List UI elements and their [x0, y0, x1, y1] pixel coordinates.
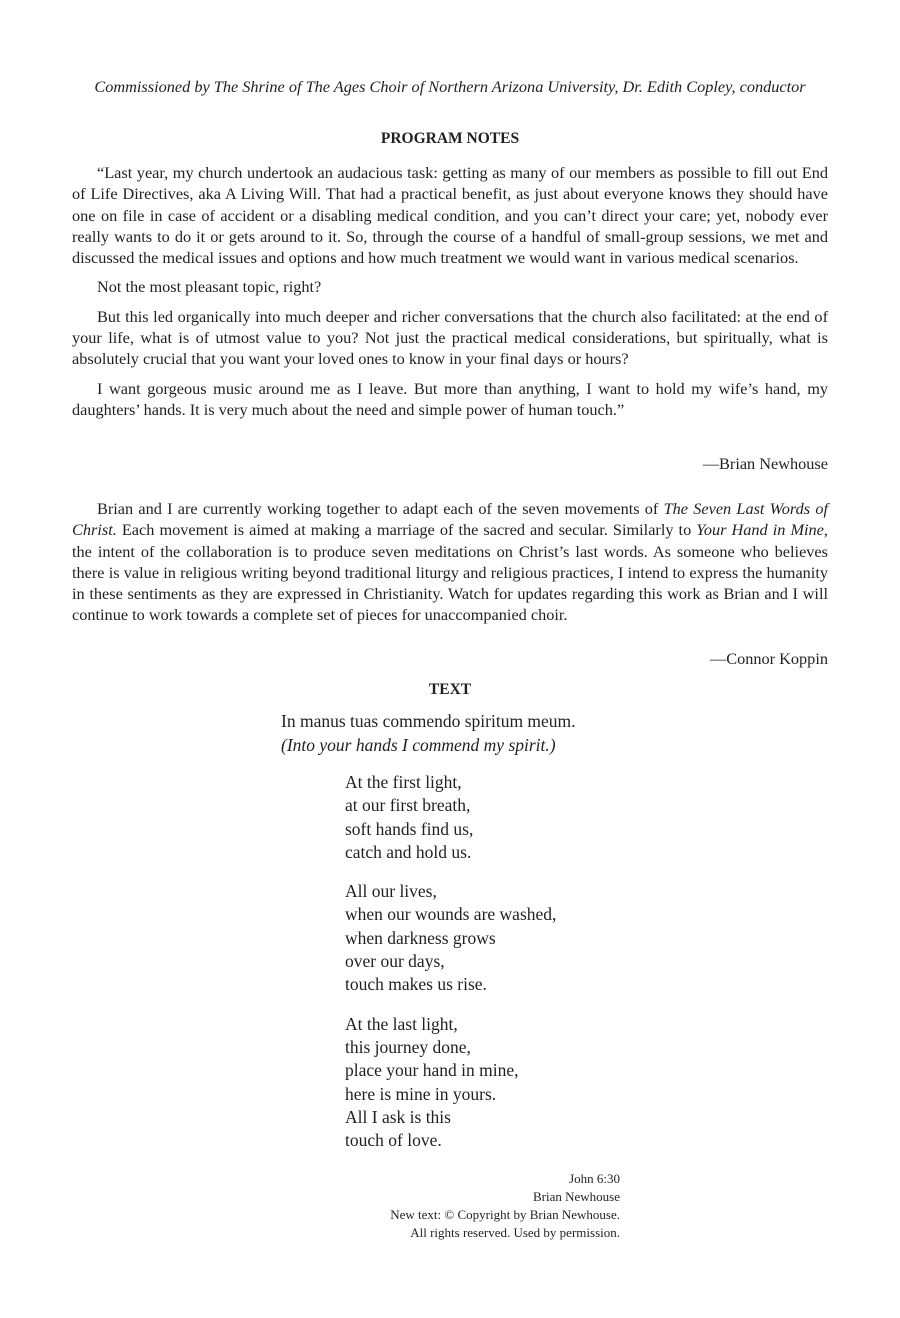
program-notes-heading: PROGRAM NOTES: [380, 130, 520, 147]
notes-paragraph: “Last year, my church undertook an audacious task: getting as many of our members as possible to fill out End of Life Directives, aka A Living Will. That had a practical benefit, as just about everyone knows they should have one on file in case of accident or a disabling medical condition, and you can’t direct your care; yet, nobody ever really wants to do it or gets around to it. So, through the course of a handful of small-group sessions, we met and discussed the medical issues and options and how much treatment we would want in various medical scenarios.: [72, 163, 828, 268]
poem-line: touch makes us rise.: [345, 974, 487, 995]
poem: [345, 771, 556, 1168]
poem-line: over our days,: [345, 951, 445, 972]
notes-attribution: —Brian Newhouse: [702, 454, 828, 473]
poem-line: At the last light,: [345, 1013, 458, 1034]
text-credits: [320, 1170, 620, 1242]
notes-paragraph: But this led organically into much deeper and richer conversations that the church also facilitated: at the end of your life, what is of utmost value to you? Not just the practical medical considerations, but spiritually, what is absolutely crucial that you want your loved ones to know in your final days or hours?: [72, 306, 828, 369]
rights-notice: All rights reserved. Used by permission.: [410, 1225, 620, 1240]
collab-text: Each movement is aimed at making a marriage of the sacred and secular. Similarly to: [116, 520, 697, 540]
copyright-notice: New text: © Copyright by Brian Newhouse.: [390, 1207, 620, 1222]
stanza: [345, 880, 556, 996]
text-author: Brian Newhouse: [532, 1189, 620, 1204]
poem-line: at our first breath,: [345, 795, 471, 816]
notes-paragraph: Not the most pleasant topic, right?: [97, 277, 322, 297]
poem-line: when darkness grows: [345, 927, 496, 948]
collaboration-attribution: —Connor Koppin: [709, 649, 828, 668]
collaboration-paragraph: [72, 498, 828, 626]
poem-line: when our wounds are washed,: [345, 904, 557, 925]
poem-line: At the first light,: [345, 772, 462, 792]
work-title: The Seven Last Words of Christ.: [72, 499, 828, 540]
text-heading: TEXT: [428, 681, 472, 698]
stanza: [345, 771, 556, 864]
collab-text: Brian and I are currently working together to adapt each of the seven movements of: [97, 499, 664, 518]
poem-line: All our lives,: [345, 881, 437, 902]
latin-line: In manus tuas commendo spiritum meum.: [281, 711, 576, 731]
program-notes-body: [72, 162, 828, 428]
poem-line: soft hands find us,: [345, 818, 474, 839]
poem-line: touch of love.: [345, 1130, 442, 1151]
poem-line: this journey done,: [345, 1036, 471, 1057]
notes-paragraph: I want gorgeous music around me as I leave. But more than anything, I want to hold my wife’s hand, my daughters’ hands. It is very much about the need and simple power of human touch.”: [72, 378, 828, 419]
commission-line: Commissioned by The Shrine of The Ages Choir of Northern Arizona University, Dr. Edith Copley, conductor: [94, 77, 806, 96]
work-title: Your Hand in Mine: [696, 520, 824, 540]
collab-text: , the intent of the collaboration is to produce seven meditations on Christ’s last words. As someone who believes there is value in religious writing beyond traditional liturgy and religious practices, I intend to express the humanity in these sentiments as they are expressed in Christianity. Watch for updates regarding this work as Brian and I will continue to work towards a complete set of pieces for unaccompanied choir.: [72, 520, 828, 625]
stanza: [345, 1013, 556, 1153]
poem-line: place your hand in mine,: [345, 1060, 519, 1081]
latin-text-block: [281, 709, 576, 757]
poem-line: All I ask is this: [345, 1106, 451, 1127]
latin-translation: (Into your hands I commend my spirit.): [281, 735, 556, 755]
poem-line: here is mine in yours.: [345, 1083, 497, 1104]
poem-line: catch and hold us.: [345, 841, 472, 862]
scripture-reference: John 6:30: [569, 1171, 620, 1186]
